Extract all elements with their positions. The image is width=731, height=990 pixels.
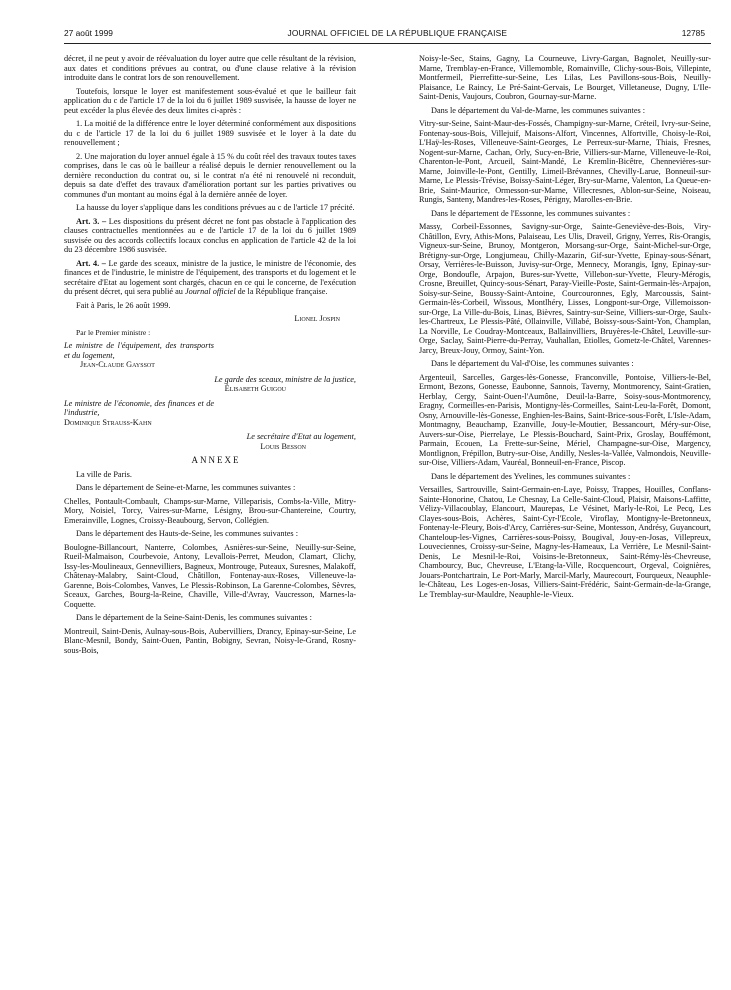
department-heading: Dans le département des Hauts-de-Seine, les communes suivantes : — [76, 529, 299, 538]
signatory-name: Dominique Strauss-Kahn — [64, 417, 152, 427]
signature-block — [64, 375, 356, 394]
annexe-heading: ANNEXE — [191, 455, 241, 465]
columns — [64, 54, 711, 659]
article-3 — [64, 217, 356, 255]
paragraph: 1. La moitié de la différence entre le loyer déterminé conformément aux dispositions du c de l'article 17 de la loi du 6 juillet 1989 susvisée et le loyer à la date du renouvellement ; — [64, 119, 356, 147]
paragraph: Toutefois, lorsque le loyer est manifestement sous-évalué et que le bailleur fait application du c de l'article 17 de la loi du 6 juillet 1989 susvisée, la hausse de loyer ne peut excéder la plus élevée des deux limites ci-après : — [64, 86, 356, 115]
signature-block — [64, 432, 356, 451]
signatory-name: Élisabeth Guigou — [224, 384, 286, 393]
paragraph: La hausse du loyer s'applique dans les conditions prévues au c de l'article 17 précité. — [76, 203, 355, 212]
signatory-role: Le secrétaire d'Etat au logement, — [246, 432, 356, 441]
paragraph: La ville de Paris. — [76, 469, 132, 479]
commune-list: Noisy-le-Sec, Stains, Gagny, La Courneuve, Livry-Gargan, Bagnolet, Neuilly-sur-Marne, Tremblay-en-France, Villemomble, Romainville, Clichy-sous-Bois, Villepinte, Montfermeil, Pierrefitte-sur-Seine, Les Lilas, Les Pavillons-sous-Bois, Neuilly-Plaisance, Le Raincy, Le Pré-Saint-Gervais, Le Bourget, Villetaneuse, Dugny, L'Ile-Saint-Denis, Vaujours, Coubron, Gournay-sur-Marne. — [419, 54, 711, 101]
commune-list: Vitry-sur-Seine, Saint-Maur-des-Fossés, Champigny-sur-Marne, Créteil, Ivry-sur-Seine, Fontenay-sous-Bois, Villejuif, Maisons-Alfort, Vincennes, Alfortville, Choisy-le-Roi, L'Haÿ-les-Roses, Villeneuve-Saint-Georges, Le Perreux-sur-Marne, Thiais, Fresnes, Nogent-sur-Marne, Cachan, Orly, Sucy-en-Brie, Villiers-sur-Marne, Villeneuve-le-Roi, Charenton-le-Pont, Arcueil, Saint-Mandé, Le Kremlin-Bicêtre, Chennevières-sur-Marne, Joinville-le-Pont, Gentilly, Limeil-Brévannes, Chevilly-Larue, Bonneuil-sur-Marne, Le Plessis-Trévise, Boissy-Saint-Léger, Bry-sur-Marne, Valenton, La Queue-en-Brie, Saint-Maurice, Ormesson-sur-Marne, Villecresnes, Ablon-sur-Seine, Noiseau, Rungis, Santeny, Mandres-les-Roses, Périgny, Marolles-en-Brie. — [419, 119, 711, 204]
department-heading: Dans le département des Yvelines, les communes suivantes : — [431, 471, 631, 481]
commune-list: Boulogne-Billancourt, Nanterre, Colombes, Asnières-sur-Seine, Neuilly-sur-Seine, Rueil-Malmaison, Courbevoie, Antony, Levallois-Perret, Meudon, Clamart, Clichy, Issy-les-Moulineaux, Gennevilliers, Bagneux, Montrouge, Puteaux, Suresnes, Malakoff, Châtenay-Malabry, Saint-Cloud, Châtillon, Fontenay-aux-Roses, Villeneuve-la-Garenne, Bois-Colombes, Vanves, Le Plessis-Robinson, La Garenne-Colombes, Sèvres, Sceaux, Garches, Bourg-la-Reine, Chaville, Ville-d'Avray, Vaucresson, Marnes-la-Coquette. — [64, 542, 356, 609]
signatory-name: Louis Besson — [260, 441, 306, 451]
par-le-premier-ministre: Par le Premier ministre : — [76, 327, 151, 337]
left-column — [64, 54, 356, 659]
header-rule — [64, 43, 711, 44]
journal-officiel-ref: Journal officiel — [184, 287, 236, 296]
article-4 — [64, 259, 356, 297]
header-date: 27 août 1999 — [64, 28, 113, 38]
article-label: Art. 4. – — [76, 258, 106, 268]
department-heading: Dans le département de la Seine-Saint-Denis, les communes suivantes : — [76, 613, 312, 622]
department-heading: Dans le département de l'Essonne, les communes suivantes : — [431, 208, 631, 218]
commune-list: Massy, Corbeil-Essonnes, Savigny-sur-Orge, Sainte-Geneviève-des-Bois, Viry-Châtillon, Evry, Athis-Mons, Palaiseau, Les Ulis, Draveil, Grigny, Yerres, Ris-Orangis, Vigneux-sur-Seine, Brunoy, Montgeron, Morsang-sur-Orge, Saint-Michel-sur-Orge, Brétigny-sur-Orge, Longjumeau, Chilly-Mazarin, Gif-sur-Yvette, Epinay-sous-Sénart, Orsay, Verrières-le-Buisson, Juvisy-sur-Orge, Mennecy, Morangis, Igny, Epinay-sur-Orge, Bondoufle, Arpajon, Bures-sur-Yvette, Villebon-sur-Yvette, Fleury-Mérogis, Crosne, Breuillet, Quincy-sous-Sénart, Paray-Vieille-Poste, Saint-Germain-lès-Arpajon, Soisy-sur-Seine, Boussy-Saint-Antoine, Courcouronnes, Egly, Marcoussis, Saint-Germain-lès-Corbeil, Wissous, Montlhéry, Lisses, Longpont-sur-Orge, Villemoisson-sur-Orge, La Ville-du-Bois, Linas, Bièvres, Saintry-sur-Seine, Villiers-sur-Orge, Saulx-les-Chartreux, Le Plessis-Pâté, Ollainville, Villabé, Boissy-sous-Saint-Yon, Champlan, La Norville, Le Coudray-Montceaux, Ballainvilliers, Bruyères-le-Châtel, Leuville-sur-Orge, Saclay, Saint-Pierre-du-Perray, Vauhallan, Etiolles, Gometz-le-Châtel, Varennes-Jarcy, Breux-Jouy, Ormoy, Saint-Yon. — [419, 222, 711, 355]
department-heading: Dans le département du Val-de-Marne, les communes suivantes : — [431, 105, 646, 115]
signature-block — [64, 399, 214, 428]
commune-list: Chelles, Pontault-Combault, Champs-sur-Marne, Villeparisis, Combs-la-Ville, Mitry-Mory, Noisiel, Torcy, Vaires-sur-Marne, Lésigny, Brou-sur-Chantereine, Courtry, Emerainville, Lognes, Croissy-Beaubourg, Servon, Collégien. — [64, 496, 356, 525]
commune-list: Montreuil, Saint-Denis, Aulnay-sous-Bois, Aubervilliers, Drancy, Epinay-sur-Seine, Le Blanc-Mesnil, Bondy, Saint-Ouen, Pantin, Bobigny, Sevran, Noisy-le-Grand, Rosny-sous-Bois, — [64, 626, 356, 655]
article-text: Le garde des sceaux, ministre de la justice, le ministre de l'économie, des finances et de l'industrie, le ministre de l'équipement, des transports et du logement et le secrétaire d'Etat au logement sont chargés, chacun en ce qui le concerne, de l'exécution du présent décret, qui sera publié au — [64, 258, 356, 296]
department-heading: Dans le département de Seine-et-Marne, les communes suivantes : — [76, 483, 296, 492]
paragraph: décret, il ne peut y avoir de réévaluation du loyer autre que celle résultant de la révision, aux dates et conditions prévues au contrat, ou d'une clause relative à la révision introduite dans le contrat lors de son renouvellement. — [64, 54, 356, 82]
signatory-role: Le ministre de l'équipement, des transports et du logement, — [64, 341, 214, 360]
article-text: Les dispositions du présent décret ne font pas obstacle à l'application des clauses contractuelles mentionnées au e de l'article 17 de la loi du 6 juillet 1989 susvisée ou des accords collectifs locaux conclus en application de l'article 42 de la loi du 23 décembre 1986 susvisée. — [64, 216, 356, 254]
signatory-role: Le ministre de l'économie, des finances et de l'industrie, — [64, 398, 214, 417]
page-header — [64, 28, 711, 38]
signatory-role: Le garde des sceaux, ministre de la justice, — [214, 374, 356, 384]
article-text: de la République française. — [235, 287, 328, 296]
signatory-name: Jean-Claude Gayssot — [80, 360, 155, 369]
header-title: JOURNAL OFFICIEL DE LA RÉPUBLIQUE FRANÇAISE — [287, 28, 508, 38]
department-heading: Dans le département du Val-d'Oise, les communes suivantes : — [431, 359, 634, 368]
fait-a-paris: Fait à Paris, le 26 août 1999. — [76, 300, 171, 310]
commune-list: Versailles, Sartrouville, Saint-Germain-en-Laye, Poissy, Trappes, Houilles, Conflans-Sainte-Honorine, Chatou, Le Chesnay, La Celle-Saint-Cloud, Plaisir, Maisons-Laffitte, Vélizy-Villacoublay, Elancourt, Maurepas, Le Vésinet, Marly-le-Roi, Le Pecq, Les Clayes-sous-Bois, Achères, Saint-Cyr-l'Ecole, Viroflay, Montigny-le-Bretonneux, Fontenay-le-Fleury, Bois-d'Arcy, Carrières-sur-Seine, Montesson, Andrésy, Guyancourt, Chanteloup-les-Vignes, Carrières-sous-Poissy, Bougival, Jouy-en-Josas, Villepreux, Louveciennes, Croissy-sur-Seine, Magny-les-Hameaux, La Verrière, Le Mesnil-Saint-Denis, Le Mesnil-le-Roi, Voisins-le-Bretonneux, Saint-Rémy-lès-Chevreuse, Chambourcy, Buc, Chevreuse, L'Etang-la-Ville, Rocquencourt, Orgeval, Coignières, Jouars-Pontchartrain, Le Port-Marly, Marcil-Marly, Maurecourt, Fourqueux, Neauphle-le-Château, Les Loges-en-Josas, Villiers-Saint-Frédéric, Saint-Germain-de-la-Grange, Le Tremblay-sur-Mauldre, Neauphle-le-Vieux. — [419, 485, 711, 599]
commune-list: Argenteuil, Sarcelles, Garges-lès-Gonesse, Franconville, Pontoise, Villiers-le-Bel, Ermont, Bezons, Gonesse, Eaubonne, Sannois, Taverny, Montmorency, Saint-Gratien, Herblay, Cergy, Saint-Ouen-l'Aumône, Deuil-la-Barre, Soisy-sous-Montmorency, Eragny, Cormeilles-en-Parisis, Montigny-lès-Cormeilles, Saint-Leu-la-Forêt, Domont, Osny, Arnouville-lès-Gonesse, Enghien-les-Bains, Saint-Brice-sous-Forêt, L'Isle-Adam, Montmagny, Beauchamp, Ezanville, Jouy-le-Moutier, Bessancourt, Méry-sur-Oise, Auvers-sur-Oise, Pierrelaye, Le Plessis-Bouchard, Saint-Prix, Groslay, Bouffémont, Parmain, Ecouen, La Frette-sur-Seine, Mériel, Champagne-sur-Oise, Margency, Montlignon, Frépillon, Butry-sur-Oise, Andilly, Nesles-la-Vallée, Valmondois, Neuville-sur-Oise, Villiers-Adam, Vauréal, Bonneuil-en-France, Piscop. — [419, 372, 711, 467]
pm-signature: Lionel Jospin — [294, 314, 340, 323]
article-label: Art. 3. – — [76, 216, 107, 226]
paragraph: 2. Une majoration du loyer annuel égale à 15 % du coût réel des travaux toutes taxes comprises, dans le cas où le bailleur a réalisé depuis le dernier renouvellement ou la dernière reconduction du contrat ou, si le contrat n'a été ni renouvelé ni reconduit, depuis sa date d'effet des travaux d'amélioration portant sur les parties privatives ou communes d'un montant au moins égal à la dernière année de loyer. — [64, 151, 356, 199]
right-column — [419, 54, 711, 659]
header-page-number: 12785 — [681, 28, 705, 38]
signature-block — [64, 341, 214, 370]
